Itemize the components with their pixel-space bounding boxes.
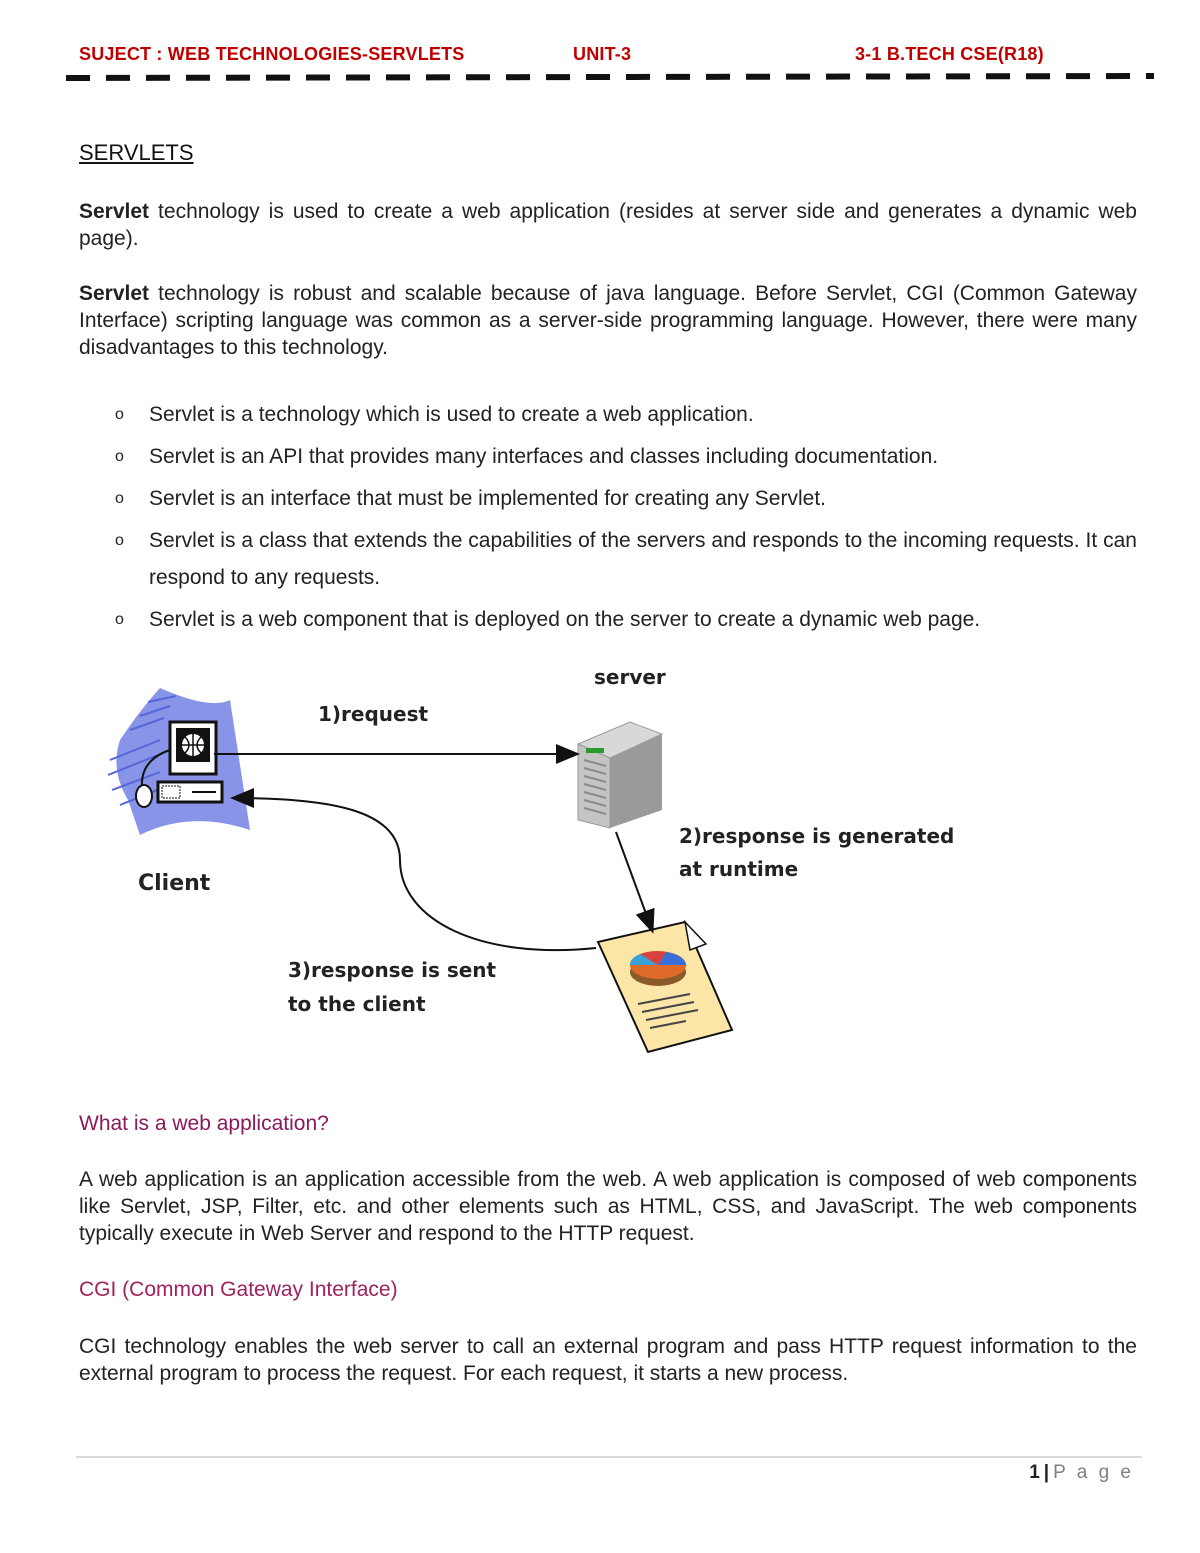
list-item-text: Servlet is a class that extends the capabilities of the servers and responds to the incoming requests. It can respond to any requests. bbox=[149, 529, 1137, 589]
header-unit: UNIT-3 bbox=[573, 44, 632, 64]
header-dashed-rule bbox=[66, 72, 1156, 84]
footer-rule bbox=[76, 1456, 1142, 1458]
bullet-marker: o bbox=[115, 448, 124, 465]
intro-text-2: technology is robust and scalable because of java language. Before Servlet, CGI (Common Gateway Interface) scripting language was common as a server-side programming language. However, there were many disadvantages to this technology. bbox=[79, 282, 1137, 359]
client-label: Client bbox=[138, 871, 211, 896]
bullet-marker: o bbox=[115, 490, 124, 507]
servlet-flow-diagram bbox=[100, 660, 980, 1060]
generate-arrow bbox=[616, 832, 652, 930]
section-body-web-application: A web application is an application accessible from the web. A web application is composed of web components like Servlet, JSP, Filter, etc. and other elements such as HTML, CSS, and JavaScript. The web components typically execute in Web Server and respond to the HTTP request. bbox=[79, 1168, 1137, 1245]
response-generated-label-line1: 2)response is generated bbox=[679, 824, 955, 848]
list-item-text: Servlet is a web component that is deployed on the server to create a dynamic web page. bbox=[149, 608, 981, 631]
page-number: 1 bbox=[1029, 1462, 1040, 1483]
list-item bbox=[79, 480, 1137, 517]
response-sent-label-line2: to the client bbox=[288, 992, 426, 1016]
section-heading-cgi: CGI (Common Gateway Interface) bbox=[79, 1278, 398, 1301]
list-item-text: Servlet is a technology which is used to create a web application. bbox=[149, 403, 754, 426]
request-label: 1)request bbox=[318, 702, 429, 726]
section-heading-web-application: What is a web application? bbox=[79, 1112, 329, 1135]
intro-paragraph-1 bbox=[79, 198, 1137, 252]
page-footer bbox=[1029, 1462, 1134, 1484]
server-label: server bbox=[594, 665, 666, 689]
list-item bbox=[79, 396, 1137, 433]
page-title: SERVLETS bbox=[79, 140, 194, 165]
list-item bbox=[79, 522, 1137, 596]
list-item bbox=[79, 601, 1137, 638]
response-arrow bbox=[234, 798, 596, 950]
response-sent-label-line1: 3)response is sent bbox=[288, 958, 497, 982]
page-word: P a g e bbox=[1053, 1462, 1134, 1483]
server-tower-icon bbox=[578, 722, 662, 828]
intro-bold-2: Servlet bbox=[79, 282, 150, 305]
servlet-bullet-list bbox=[79, 396, 1137, 643]
response-generated-label-line2: at runtime bbox=[679, 857, 799, 881]
intro-text-1: technology is used to create a web application (resides at server side and generates a dynamic web page). bbox=[79, 200, 1137, 250]
bullet-marker: o bbox=[115, 611, 124, 628]
bullet-marker: o bbox=[115, 406, 124, 423]
list-item-text: Servlet is an API that provides many interfaces and classes including documentation. bbox=[149, 445, 939, 468]
section-body-cgi: CGI technology enables the web server to call an external program and pass HTTP request information to the external program to process the request. For each request, it starts a new process. bbox=[79, 1335, 1137, 1385]
footer-separator: | bbox=[1043, 1462, 1050, 1483]
intro-bold-1: Servlet bbox=[79, 200, 150, 223]
bullet-marker: o bbox=[115, 532, 124, 549]
header-subject: SUJECT : WEB TECHNOLOGIES-SERVLETS bbox=[79, 44, 465, 64]
list-item bbox=[79, 438, 1137, 475]
response-document-icon bbox=[598, 922, 732, 1052]
intro-paragraph-2 bbox=[79, 280, 1137, 361]
list-item-text: Servlet is an interface that must be implemented for creating any Servlet. bbox=[149, 487, 826, 510]
header-course: 3-1 B.TECH CSE(R18) bbox=[855, 44, 1044, 64]
